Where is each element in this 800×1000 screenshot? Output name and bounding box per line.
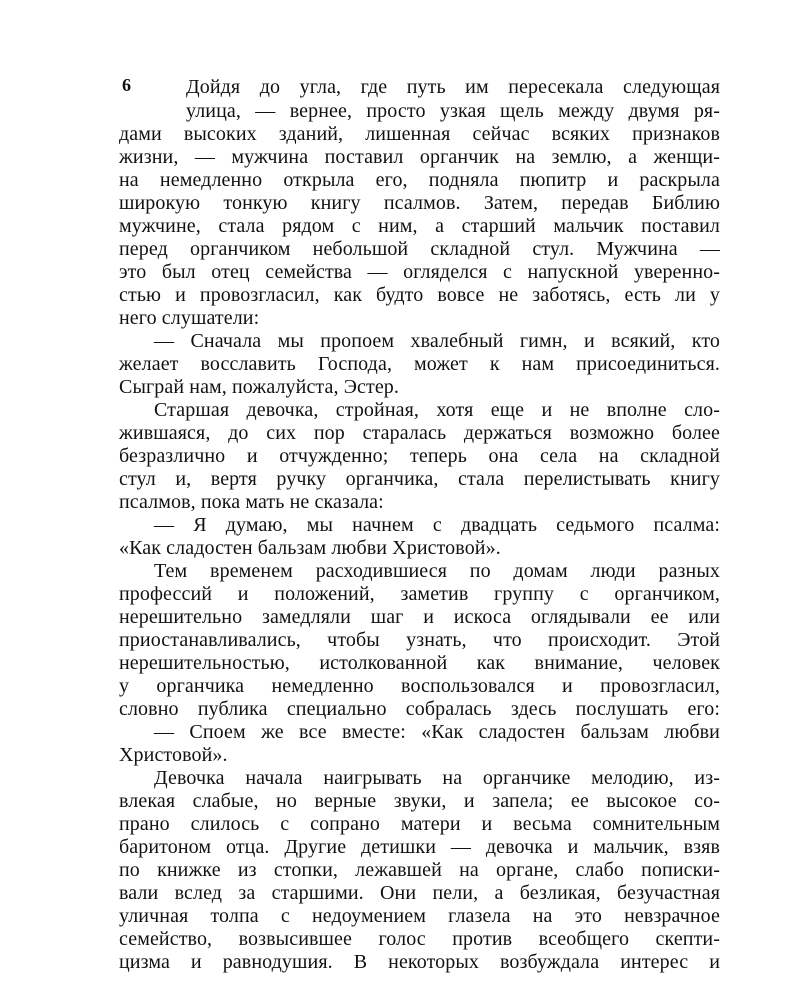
text-line: стью и провозгласил, как будто вовсе не заботясь, есть ли у	[119, 284, 720, 306]
text-line: прано слилось с сопрано матери и весьма сомнительным	[119, 813, 720, 835]
text-line: семейство, возвысившее голос против всеобщего скепти-	[119, 928, 720, 950]
text-line: цизма и равнодушия. В некоторых возбуждала интерес и	[119, 951, 720, 973]
text-line: Старшая девочка, стройная, хотя еще и не вполне сло-	[154, 399, 720, 421]
text-line: мужчине, стала рядом с ним, а старший мальчик поставил	[119, 215, 720, 237]
text-line: нерешительно замедляли шаг и искоса оглядывали ее или	[119, 606, 720, 628]
text-line: это был отец семейства — огляделся с напускной уверенно-	[119, 261, 720, 283]
text-line: Девочка начала наигрывать на органчике мелодию, из-	[154, 767, 720, 789]
text-line: безразлично и отчужденно; теперь она села на складной	[119, 445, 720, 467]
text-line: дами высоких зданий, лишенная сейчас всяких признаков	[119, 123, 720, 145]
text-line: Христовой».	[119, 744, 228, 766]
text-line: Сыграй нам, пожалуйста, Эстер.	[119, 376, 399, 398]
text-line: желает восславить Господа, может к нам присоединиться.	[119, 353, 720, 375]
text-line: Дойдя до угла, где путь им пересекала следующая	[186, 76, 720, 98]
text-line: влекая слабые, но верные звуки, и запела; ее высокое со-	[119, 790, 720, 812]
text-line: Тем временем расходившиеся по домам люди разных	[154, 560, 720, 582]
page-number: 6	[122, 75, 131, 95]
text-line: словно публика специально собралась здесь послушать его:	[119, 698, 720, 720]
text-line: «Как сладостен бальзам любви Христовой».	[119, 537, 501, 559]
text-line: широкую тонкую книгу псалмов. Затем, передав Библию	[119, 192, 720, 214]
text-line: него слушатели:	[119, 307, 260, 329]
text-line: жившаяся, до сих пор старалась держаться возможно более	[119, 422, 720, 444]
text-line: нерешительностью, истолкованной как внимание, человек	[119, 652, 720, 674]
text-line: профессий и положений, заметив группу с органчиком,	[119, 583, 720, 605]
text-line: — Сначала мы пропоем хвалебный гимн, и всякий, кто	[154, 330, 720, 352]
text-line: жизни, — мужчина поставил органчик на землю, а женщи-	[119, 146, 720, 168]
text-line: стул и, вертя ручку органчика, стала перелистывать книгу	[119, 468, 720, 490]
text-line: вали вслед за старшими. Они пели, а безликая, безучастная	[119, 882, 720, 904]
text-line: перед органчиком небольшой складной стул. Мужчина —	[119, 238, 720, 260]
text-line: по книжке из стопки, лежавшей на органе, слабо пописки-	[119, 859, 720, 881]
text-line: баритоном отца. Другие детишки — девочка и мальчик, взяв	[119, 836, 720, 858]
text-line: у органчика немедленно воспользовался и провозгласил,	[119, 675, 720, 697]
text-line: — Я думаю, мы начнем с двадцать седьмого псалма:	[154, 514, 720, 536]
text-line: приостанавливались, чтобы узнать, что происходит. Этой	[119, 629, 720, 651]
text-line: псалмов, пока мать не сказала:	[119, 491, 384, 513]
text-line: на немедленно открыла его, подняла пюпитр и раскрыла	[119, 169, 720, 191]
text-line: улица, — вернее, просто узкая щель между двумя ря-	[186, 100, 720, 122]
text-line: — Споем же все вместе: «Как сладостен бальзам любви	[154, 721, 720, 743]
text-line: уличная толпа с недоумением глазела на это невзрачное	[119, 905, 720, 927]
